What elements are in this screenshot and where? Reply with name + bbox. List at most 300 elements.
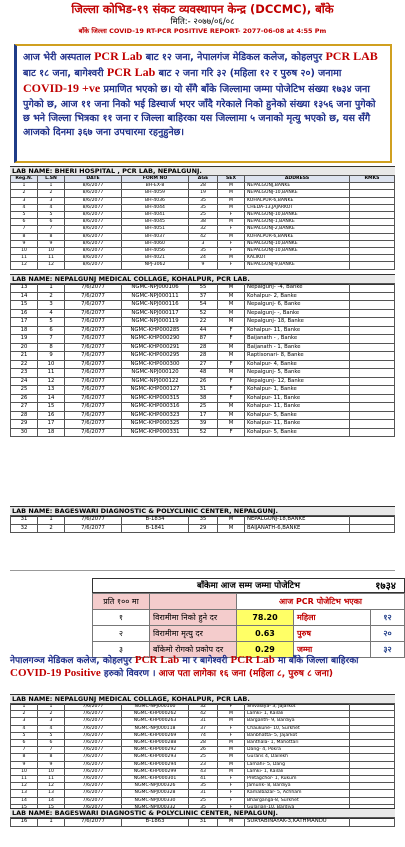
table-cell: 8	[38, 233, 65, 240]
table-cell: 7	[38, 226, 65, 233]
table-cell: M	[218, 711, 245, 718]
table-cell: 31	[189, 818, 218, 827]
summary-total: १७३४	[375, 581, 396, 592]
table-cell: 5	[11, 732, 38, 739]
table-cell: 21	[11, 352, 38, 361]
table-header-cell: FORM NO	[122, 176, 189, 183]
table-cell: F	[218, 262, 245, 269]
table-cell: M	[218, 284, 245, 293]
table-cell: M	[218, 420, 245, 429]
table-row	[11, 761, 395, 768]
table-row	[11, 318, 395, 327]
table-cell: NGMC-NPJ000116	[122, 301, 189, 310]
table-row	[11, 740, 395, 747]
table-cell: 35	[189, 516, 218, 525]
table-cell: Kohalpur- 11, Banke	[245, 326, 350, 335]
table-cell: M	[218, 761, 245, 768]
report-header	[0, 0, 405, 36]
table-cell: 17	[189, 411, 218, 420]
table-cell: NGMC-KHP000301	[122, 776, 189, 783]
table-cell: 7/6/2077	[65, 335, 122, 344]
table-cell: 7/6/2077	[65, 309, 122, 318]
table-cell: 7/6/2077	[65, 704, 122, 711]
table-cell: 7/6/2077	[65, 428, 122, 437]
table-cell: Kohalpur- 11, Banke	[245, 394, 350, 403]
table-cell: 10	[38, 248, 65, 255]
table-cell: 2	[38, 292, 65, 301]
table-cell: 12	[11, 783, 38, 790]
table-cell	[350, 284, 395, 293]
lab1-table	[10, 175, 395, 270]
table-cell	[350, 360, 395, 369]
table-cell: 12	[11, 262, 38, 269]
table-cell	[350, 524, 395, 533]
summary-table	[92, 593, 405, 658]
table-header-cell: RMKS	[350, 176, 395, 183]
table-cell: NGMC-KHP000127	[122, 386, 189, 395]
table-cell: 42	[189, 233, 218, 240]
table-cell: 17	[38, 420, 65, 429]
table-cell: Nepalgunj- 6, Banke	[245, 301, 350, 310]
table-row	[11, 516, 395, 525]
table-cell: 14	[11, 292, 38, 301]
table-cell: 5	[38, 212, 65, 219]
table-cell: Raptisonari- 8, Banke	[245, 352, 350, 361]
table-cell: M	[218, 197, 245, 204]
table-cell: 8/6/2077	[65, 190, 122, 197]
table-cell	[350, 718, 395, 725]
table-cell: Nepalgunj- -, Banke	[245, 309, 350, 318]
table-cell: Nepalgunj- 5, Banke	[245, 369, 350, 378]
table-cell: NGMC-KHP000291	[122, 343, 189, 352]
table-cell: NGMC-KHP000325	[122, 420, 189, 429]
table-cell: 13	[38, 386, 65, 395]
table-cell: 1	[38, 818, 65, 827]
lab5-title: LAB NAME: BAGESWARI DIAGNOSTIC & POLYCLINIC CENTER, NEPALGUNJ.	[10, 808, 395, 819]
para-text: आज भेरी अस्पताल	[23, 52, 95, 63]
table-header-cell: DATE	[65, 176, 122, 183]
table-cell: 9	[38, 761, 65, 768]
table-cell: 25	[189, 403, 218, 412]
table-cell: 8/6/2077	[65, 262, 122, 269]
table-cell: 16	[11, 309, 38, 318]
summary-cell: प्रति १०० मा	[93, 594, 150, 610]
table-cell: 12	[38, 783, 65, 790]
table-row	[11, 725, 395, 732]
table-cell: NPJ-3062	[122, 262, 189, 269]
table-cell: 7/6/2077	[65, 284, 122, 293]
table-cell: F	[218, 377, 245, 386]
para-highlight: PCR Lab	[230, 654, 275, 666]
table-cell: 14	[38, 394, 65, 403]
para-highlight: COVID-19 +ve	[23, 81, 101, 96]
table-cell: M	[218, 318, 245, 327]
table-cell	[350, 776, 395, 783]
table-cell: 87	[189, 335, 218, 344]
divider	[10, 570, 395, 571]
table-cell: 16	[11, 818, 38, 827]
table-cell: NGMC-KHP000288	[122, 740, 189, 747]
table-cell: 26	[189, 747, 218, 754]
table-cell: KOHALPUR-6,BANKE	[245, 233, 350, 240]
table-cell: NEPALGUNJ-9,BANKE	[245, 262, 350, 269]
table-row	[11, 292, 395, 301]
para-text: प्रमाणित भएको छ। यो सँगै बाँके जिल्लामा जम्मा पोजेटिभ संख्या १७३४ जना पुगेको छ, आज ११ जना निको भई डिस्चार्ज भएर जाँदै गरेकाले निको हुनेको संख्या १३५६ जना पुगेको छ भने जिल्ला भित्रका ११ जना र जिल्ला बाहिरका यस जिल्लामा ५ जनाको मृत्यु भएको छ, यस सँगै आजको दिनमा ३६७ जना उपचारमा रहनुहुनेछ।	[23, 84, 376, 139]
table-row	[11, 212, 395, 219]
lab2-table	[10, 283, 395, 437]
table-cell: 74	[189, 732, 218, 739]
table-cell: 48	[189, 369, 218, 378]
table-cell: 19	[189, 190, 218, 197]
table-cell	[350, 183, 395, 190]
table-cell: M	[218, 183, 245, 190]
table-cell	[350, 352, 395, 361]
table-cell: NEPALGUNJ-10,BANKE	[245, 190, 350, 197]
table-cell	[350, 420, 395, 429]
table-cell: 28	[189, 343, 218, 352]
table-cell	[350, 790, 395, 797]
table-row	[11, 240, 395, 247]
table-cell: Baijanath - 1, Banke	[245, 343, 350, 352]
table-cell	[350, 740, 395, 747]
summary-cell: 0.29	[237, 642, 294, 658]
table-cell: 14	[38, 797, 65, 804]
summary-cell: आज PCR पोजेटिभ भएका	[237, 594, 405, 610]
table-cell: 25	[11, 386, 38, 395]
table-row	[11, 352, 395, 361]
table-cell: M	[218, 411, 245, 420]
table-cell: 18	[38, 428, 65, 437]
lab3-title: LAB NAME: BAGESWARI DIAGNOSTIC & POLYCLINIC CENTER, NEPALGUNJ.	[10, 506, 395, 517]
table-row	[11, 309, 395, 318]
table-cell	[350, 403, 395, 412]
summary-cell: ३२	[371, 642, 405, 658]
table-cell: BH-4056	[122, 248, 189, 255]
table-header-cell: ADDRESS	[245, 176, 350, 183]
table-cell: NGMC-NPJ000330	[122, 797, 189, 804]
summary-cell: विरामीमा मृत्यु दर	[150, 626, 237, 642]
table-cell: M	[218, 343, 245, 352]
table-cell: NGMC-KHP000316	[122, 403, 189, 412]
table-cell: 17	[11, 318, 38, 327]
table-cell: M	[218, 352, 245, 361]
table-cell: 7	[38, 335, 65, 344]
table-cell: 7/6/2077	[65, 360, 122, 369]
table-cell: 7	[11, 747, 38, 754]
table-cell: 31	[11, 516, 38, 525]
table-cell: 19	[11, 335, 38, 344]
table-row	[11, 783, 395, 790]
table-cell: F	[218, 335, 245, 344]
table-cell: M	[218, 204, 245, 211]
summary-cell: 0.63	[237, 626, 294, 642]
table-cell: 13	[11, 790, 38, 797]
table-cell: M	[218, 754, 245, 761]
lab4-table	[10, 703, 395, 812]
para-highlight: PCR Lab	[106, 65, 156, 80]
table-cell: 7/6/2077	[65, 411, 122, 420]
table-cell: M	[218, 309, 245, 318]
table-cell: 15	[11, 301, 38, 310]
table-cell: CHEDA-13,JAJARKOT	[245, 204, 350, 211]
table-cell: 4	[38, 204, 65, 211]
table-cell	[350, 369, 395, 378]
table-cell: 7/6/2077	[65, 732, 122, 739]
table-cell: 32	[189, 704, 218, 711]
summary-cell: १	[93, 610, 150, 626]
table-cell: NGMC-KHP000290	[122, 335, 189, 344]
table-cell: 43	[189, 768, 218, 775]
table-cell: BAIJANATH-6,BANKE	[245, 524, 350, 533]
table-cell: BH-4021	[122, 255, 189, 262]
table-cell: F	[218, 394, 245, 403]
table-cell: 23	[11, 369, 38, 378]
table-cell: Kamalbazar- 5, Achham	[245, 790, 350, 797]
table-row	[11, 219, 395, 226]
table-cell: 29	[189, 524, 218, 533]
table-cell	[350, 343, 395, 352]
table-cell: 35	[189, 248, 218, 255]
table-cell: 8/6/2077	[65, 240, 122, 247]
table-cell: BH-4060	[122, 240, 189, 247]
table-cell: Kohalpur- 5, Banke	[245, 428, 350, 437]
table-cell: 8	[38, 343, 65, 352]
table-row	[11, 403, 395, 412]
table-cell: NGMC-NPJ000120	[122, 369, 189, 378]
para-highlight: PCR Lab	[134, 654, 180, 666]
table-cell: 25	[189, 754, 218, 761]
table-cell: 10	[11, 248, 38, 255]
table-cell: 8/6/2077	[65, 212, 122, 219]
table-cell	[350, 377, 395, 386]
table-row	[11, 226, 395, 233]
table-cell: 9	[38, 240, 65, 247]
table-cell: Kohalpur- 5, Banke	[245, 411, 350, 420]
table-row	[11, 711, 395, 718]
table-cell	[350, 711, 395, 718]
table-cell	[350, 326, 395, 335]
summary-row	[93, 610, 405, 626]
table-cell: NGMC-NPJ000326	[122, 783, 189, 790]
table-row	[11, 233, 395, 240]
table-cell: 7/6/2077	[65, 301, 122, 310]
para-highlight: आज पता लागेका १६ जना (महिला ८, पुरुष ८ जना)	[158, 669, 334, 679]
lab1-title: LAB NAME: BHERI HOSPITAL , PCR LAB, NEPALGUNJ.	[10, 166, 395, 177]
table-row	[11, 776, 395, 783]
table-cell: 28	[189, 183, 218, 190]
table-row	[11, 524, 395, 533]
table-cell: Pretagchor- 1, Rukum	[245, 776, 350, 783]
table-row	[11, 326, 395, 335]
table-cell: F	[218, 725, 245, 732]
table-cell: 3	[38, 197, 65, 204]
table-cell: Kohalpur- 11, Banke	[245, 403, 350, 412]
table-cell	[350, 233, 395, 240]
table-cell: NEPALGUNJ-10,BANKE	[245, 248, 350, 255]
table-cell: NGMC-KHP000285	[122, 326, 189, 335]
table-cell: 7/6/2077	[65, 776, 122, 783]
table-cell: 41	[189, 776, 218, 783]
table-cell: 44	[189, 326, 218, 335]
table-cell: 35	[189, 204, 218, 211]
table-cell: 3	[11, 718, 38, 725]
table-cell: 27	[11, 403, 38, 412]
table-cell: 7/6/2077	[65, 516, 122, 525]
summary-cell: १२	[371, 610, 405, 626]
table-cell: 27	[189, 360, 218, 369]
table-cell: 1	[38, 183, 65, 190]
table-row	[11, 377, 395, 386]
table-cell: 31	[189, 386, 218, 395]
table-cell	[350, 797, 395, 804]
table-cell: 11	[38, 369, 65, 378]
table-row	[11, 704, 395, 711]
table-cell: Kohalpur- 4, Banke	[245, 360, 350, 369]
table-cell: 9	[189, 262, 218, 269]
table-cell: 2	[38, 524, 65, 533]
table-cell	[350, 394, 395, 403]
table-cell: Baijanath - , Banke	[245, 335, 350, 344]
table-cell: 7/6/2077	[65, 818, 122, 827]
table-cell: Banthala- 1, Mahottari	[245, 740, 350, 747]
table-cell	[350, 262, 395, 269]
table-cell	[350, 783, 395, 790]
para-text: मा बाँके जिल्ला बाहिरका	[274, 656, 359, 666]
table-cell: 8/6/2077	[65, 226, 122, 233]
table-cell: M	[218, 292, 245, 301]
table-row	[11, 301, 395, 310]
table-cell: 1	[11, 704, 38, 711]
table-cell: 7/6/2077	[65, 768, 122, 775]
table-cell	[350, 761, 395, 768]
table-cell: 5	[11, 212, 38, 219]
table-cell: 11	[38, 776, 65, 783]
table-cell: 7/6/2077	[65, 369, 122, 378]
table-cell: M	[218, 219, 245, 226]
table-cell: 8	[11, 754, 38, 761]
summary-title-bar	[92, 578, 405, 593]
table-cell	[350, 335, 395, 344]
table-cell: NGMC-KHP000295	[122, 352, 189, 361]
table-cell: 26	[189, 377, 218, 386]
table-cell: 7/6/2077	[65, 318, 122, 327]
report-title: जिल्ला कोभिड-१९ संकट व्यवस्थापन केन्द्र (DCCMC), बाँके	[71, 2, 334, 16]
table-cell: KALIKOT	[245, 255, 350, 262]
table-cell: M	[218, 524, 245, 533]
table-cell: NEPALGUNJ-2,BANKE	[245, 226, 350, 233]
table-cell: 35	[189, 783, 218, 790]
table-cell: 10	[38, 768, 65, 775]
outside-district-paragraph	[10, 654, 400, 680]
table-cell: Nepalgunj- 12, Banke	[245, 377, 350, 386]
lab5-table	[10, 817, 395, 827]
table-cell: 24	[11, 377, 38, 386]
table-cell	[350, 248, 395, 255]
table-cell: 5	[38, 318, 65, 327]
table-cell: 7/6/2077	[65, 711, 122, 718]
table-cell: 52	[189, 309, 218, 318]
table-cell: Lamahi- 5, Dang	[245, 761, 350, 768]
table-cell: NGMC-NPJ000119	[122, 318, 189, 327]
table-cell: BH-4059	[122, 190, 189, 197]
table-cell: 37	[189, 292, 218, 301]
table-row	[11, 248, 395, 255]
table-cell: NEPALGUNJ-10,BANKE	[245, 212, 350, 219]
table-cell: 2	[38, 190, 65, 197]
table-cell: 11	[11, 776, 38, 783]
para-highlight: COVID-19 Positive	[10, 667, 101, 679]
table-cell: 35	[189, 197, 218, 204]
table-cell: KOHALPUR-6,BANKE	[245, 197, 350, 204]
table-cell: 20	[11, 343, 38, 352]
lab2-title: LAB NAME: NEPALGUNJ MEDICAL COLLAGE, KOHALPUR, PCR LAB.	[10, 274, 395, 285]
table-cell: 7/6/2077	[65, 343, 122, 352]
table-cell: 4	[11, 204, 38, 211]
report-subtitle: बाँके जिल्ला COVID-19 RT-PCR POSITIVE REPORT- 2077-06-08 at 4:55 Pm	[78, 27, 327, 35]
table-cell: 32	[189, 226, 218, 233]
table-cell: M	[218, 255, 245, 262]
table-row	[11, 411, 395, 420]
summary-cell: पुरुष	[294, 626, 371, 642]
table-cell: F	[218, 704, 245, 711]
para-highlight: PCR Lab	[94, 49, 143, 63]
table-cell: 22	[11, 360, 38, 369]
table-cell: 55	[189, 284, 218, 293]
table-row	[11, 262, 395, 269]
summary-cell: 78.20	[237, 610, 294, 626]
table-cell: 7/6/2077	[65, 754, 122, 761]
table-cell: F	[218, 790, 245, 797]
table-cell: NGMC-KHP000263	[122, 718, 189, 725]
table-cell: 18	[11, 326, 38, 335]
table-cell: NEPALGUNJ,BANKE	[245, 183, 350, 190]
table-cell: 7/6/2077	[65, 790, 122, 797]
table-cell	[350, 204, 395, 211]
table-row	[11, 420, 395, 429]
table-cell: 42	[189, 711, 218, 718]
table-cell: 8/6/2077	[65, 219, 122, 226]
table-cell: 26	[11, 394, 38, 403]
table-cell: NGMC-NPJ000122	[122, 377, 189, 386]
table-cell: NGMC-KHP000323	[122, 411, 189, 420]
summary-paragraph	[14, 44, 392, 163]
table-cell	[350, 219, 395, 226]
table-cell: 1	[11, 183, 38, 190]
table-cell	[350, 754, 395, 761]
table-cell: 5	[38, 732, 65, 739]
table-cell	[350, 226, 395, 233]
table-cell: 8	[38, 754, 65, 761]
table-cell	[350, 428, 395, 437]
summary-row	[93, 626, 405, 642]
para-text: बाट २ जना गरि ३२ (महिला १२ र पुरुष २०) जनामा	[155, 68, 342, 80]
table-cell: M	[218, 747, 245, 754]
report-date: मिति:- २०७७/०६/०८	[170, 17, 235, 27]
table-header-cell: Reg.N.	[11, 176, 38, 183]
table-row	[11, 335, 395, 344]
table-cell	[350, 818, 395, 827]
table-cell: NGMC-NPJ000117	[122, 309, 189, 318]
summary-cell: २०	[371, 626, 405, 642]
table-row	[11, 768, 395, 775]
table-cell	[350, 197, 395, 204]
table-cell: 8/6/2077	[65, 197, 122, 204]
summary-title: बाँकेमा आज सम्म जम्मा पोजेटिभ	[196, 581, 300, 591]
table-cell: B-1834	[122, 516, 189, 525]
table-cell: Banbhatta- 5, Jajarkot	[245, 732, 350, 739]
table-cell: 1	[38, 284, 65, 293]
table-row	[11, 360, 395, 369]
